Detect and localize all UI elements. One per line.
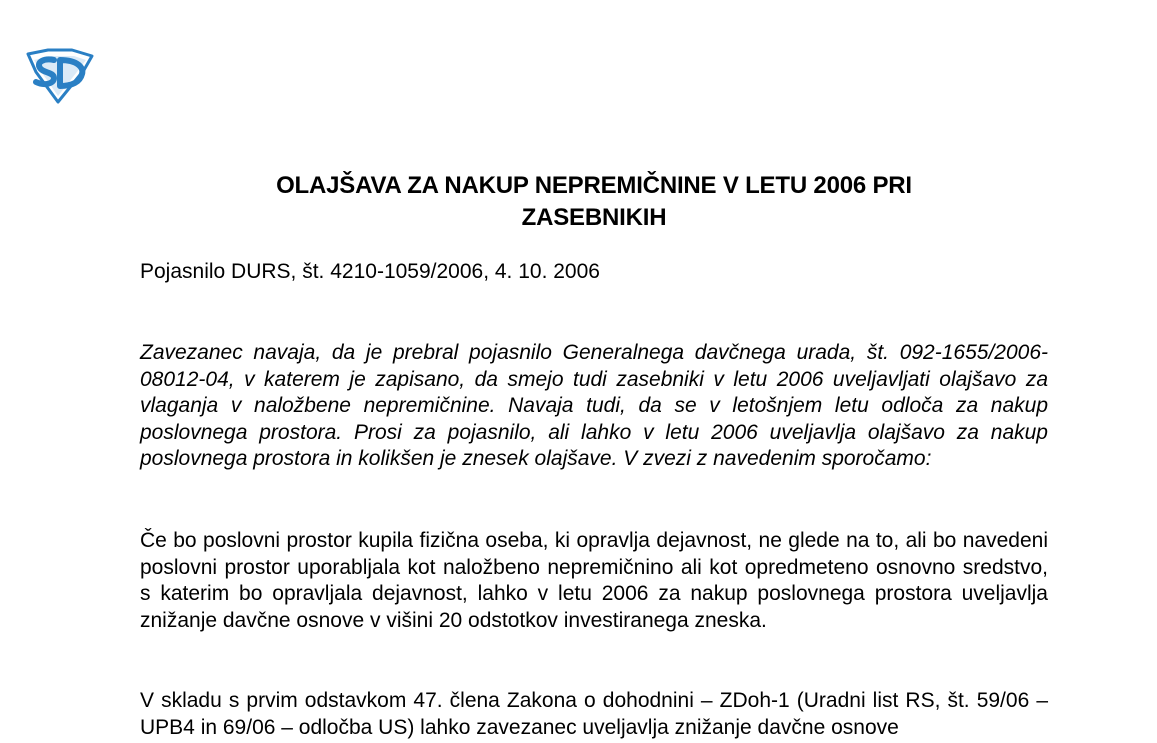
question-paragraph: Zavezanec navaja, da je prebral pojasnilo Generalnega davčnega urada, št. 092-1655/2006-08012-04, v katerem je zapisano, da smejo tudi zasebniki v letu 2006 uveljavljati olajšavo za vlaganja v naložbene nepremičnine. Navaja tudi, da se v letošnjem letu odloča za nakup poslovnega prostora. Prosi za pojasnilo, ali lahko v letu 2006 uveljavlja olajšavo za nakup poslovnega prostora in kolikšen je znesek olajšave. V zvezi z navedenim sporočamo: <box>140 341 1048 470</box>
title-line-1: OLAJŠAVA ZA NAKUP NEPREMIČNINE V LETU 2006 PRI <box>276 172 912 199</box>
answer-paragraph-2: V skladu s prvim odstavkom 47. člena Zakona o dohodnini – ZDoh-1 (Uradni list RS, št. 59/06 – UPB4 in 69/06 – odločba US) lahko zavezanec uveljavlja znižanje davčne osnove <box>140 689 1048 739</box>
sd-shield-logo-icon <box>22 48 96 104</box>
answer-paragraph-1: Če bo poslovni prostor kupila fizična oseba, ki opravlja dejavnost, ne glede na to, ali bo navedeni poslovni prostor uporabljala kot naložbeno nepremičnino ali kot opredmeteno osnovno sredstvo, s katerim bo opravljala dejavnost, lahko v letu 2006 za nakup poslovnega prostora uveljavlja znižanje davčne osnove v višini 20 odstotkov investiranega zneska. <box>140 529 1048 632</box>
title-line-2: ZASEBNIKIH <box>521 204 667 231</box>
document-title <box>140 170 1048 234</box>
document-subtitle: Pojasnilo DURS, št. 4210-1059/2006, 4. 10. 2006 <box>140 260 600 283</box>
